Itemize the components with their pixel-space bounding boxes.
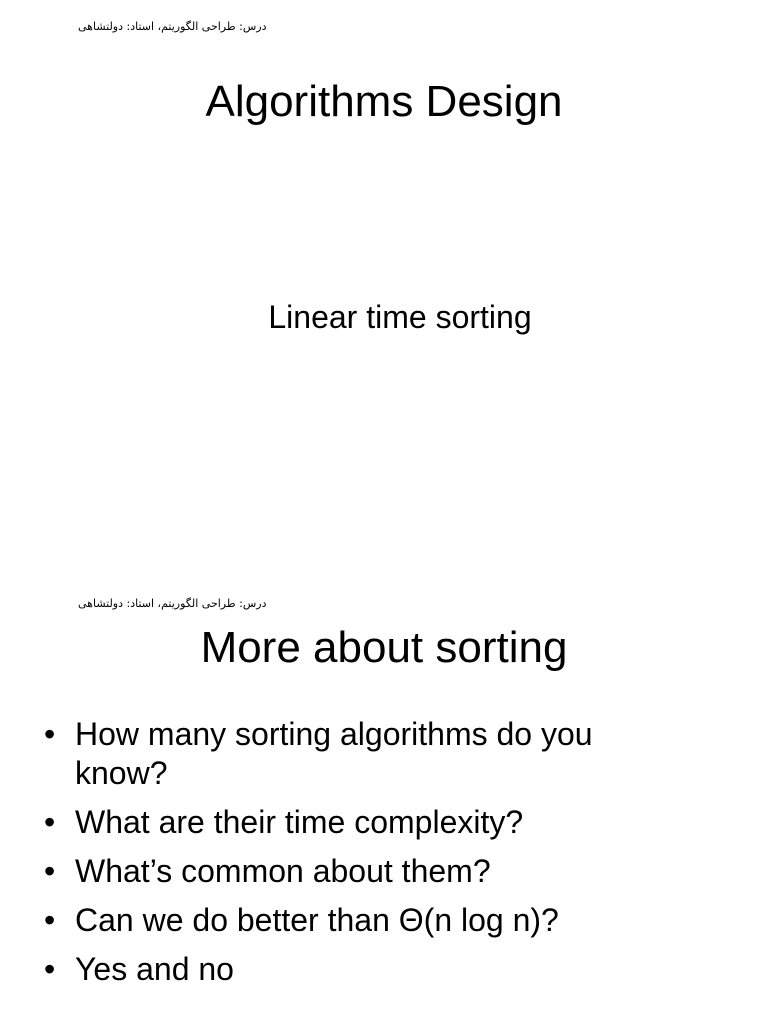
slide-title: Algorithms Design xyxy=(205,77,563,126)
slide-more-about-sorting xyxy=(0,580,768,1024)
slide-title: More about sorting xyxy=(200,623,568,672)
bullet-list xyxy=(44,715,644,999)
course-header: درس: طراحی الگوریتم، استاد: دولتشاهی xyxy=(78,597,267,610)
bullet-item: • What are their time complexity? xyxy=(44,803,644,842)
slide-subtitle: Linear time sorting xyxy=(268,299,532,335)
bullet-item: • What’s common about them? xyxy=(44,852,644,891)
course-header: درس: طراحی الگوریتم، استاد: دولتشاهی xyxy=(78,20,267,33)
bullet-item: • Yes and no xyxy=(44,950,644,989)
bullet-item: • How many sorting algorithms do you know? xyxy=(44,715,644,793)
bullet-item: • Can we do better than Θ(n log n)? xyxy=(44,901,644,940)
